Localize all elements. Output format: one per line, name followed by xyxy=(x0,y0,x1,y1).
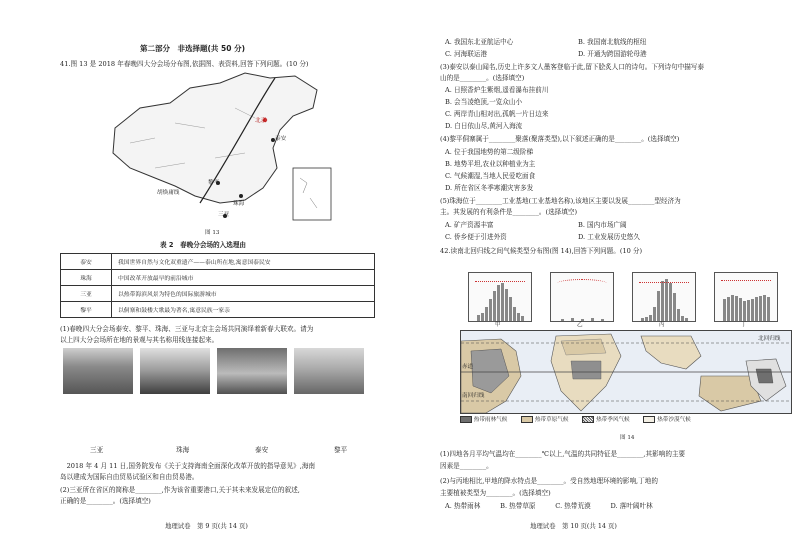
table-row xyxy=(61,270,375,286)
map-label-hu-line: 胡焕庸线 xyxy=(157,190,180,196)
place-label-sanya: 三亚 xyxy=(90,446,104,454)
legend-monsoon: 热带季风气候 xyxy=(596,417,630,423)
table2 xyxy=(60,253,375,318)
q42-2-options: A. 热带雨林 B. 热带草原 C. 热带荒漠 D. 落叶阔叶林 xyxy=(445,502,653,510)
q3-a: A. 日照香炉生紫烟,遥看瀑布挂前川 xyxy=(445,86,549,94)
map-label-zhuhai: 珠海 xyxy=(233,201,245,207)
map-label-equator: 赤道 xyxy=(462,364,474,370)
tropics-world-map xyxy=(460,330,792,414)
table-cell-place: 珠海 xyxy=(61,270,112,286)
opt-b: B. 我国南北航线的枢纽 xyxy=(578,38,647,46)
q5-b: B. 国内市场广阔 xyxy=(578,221,627,229)
place-label-liping: 黎平 xyxy=(334,446,348,454)
legend-swatch-rainforest xyxy=(460,416,472,423)
right-page xyxy=(400,0,800,554)
photo-village xyxy=(63,348,133,394)
map-label-liping: 黎平 xyxy=(208,180,220,186)
climate-chart-bing xyxy=(632,272,696,322)
chart-label-yi: 乙 xyxy=(577,322,583,328)
q5-a: A. 矿产资源丰富 xyxy=(445,221,494,229)
q3-d: D. 白日依山尽,黄河入海流 xyxy=(445,122,523,130)
q42-1-line2: 因素是________。 xyxy=(440,462,493,470)
world-map-shapes xyxy=(461,331,791,413)
q1-text-line1: (1)春晚四大分会场泰安、黎平、珠海、三亚与北京主会场共同演绎着新春大联欢。请为 xyxy=(60,325,314,333)
chart-label-bing: 丙 xyxy=(659,322,665,328)
legend-desert: 热带沙漠气候 xyxy=(657,417,691,423)
q42-2-line2: 主要植被类型为________。(选择填空) xyxy=(440,489,551,497)
p2-line2: 岛以建成为国际自由贸易试验区和自由贸易港。 xyxy=(60,473,199,481)
q3-b: B. 会当凌绝顶,一览众山小 xyxy=(445,98,523,106)
q41-intro: 41.图 13 是 2018 年春晚四大分会场分布图,依据图、表资料,回答下列问题。(10 分) xyxy=(60,60,309,68)
q42-2-line1: (2)与丙地相比,甲地的降水特点是________。受自然地理环境的影响,丁地的 xyxy=(440,477,658,485)
table-cell-place: 三亚 xyxy=(61,286,112,302)
photo-beach-palms xyxy=(294,348,364,394)
section-title: 第二部分 非选择题(共 50 分) xyxy=(140,44,246,53)
table-cell-place: 黎平 xyxy=(61,302,112,318)
fig14-caption: 图 14 xyxy=(620,435,635,441)
q4-b: B. 地势平坦,农业以种植业为主 xyxy=(445,160,536,168)
place-label-zhuhai: 珠海 xyxy=(176,446,190,454)
q4-c: C. 气候潮湿,当地人民爱吃面食 xyxy=(445,172,536,180)
opt-a: A. 我国东北亚航运中心 xyxy=(445,38,514,46)
q42-intro: 42.读南北回归线之间气候类型分布图(图 14),回答下列问题。(10 分) xyxy=(440,247,643,255)
q5-line1: (5)珠海位于________工业基地(工业基地名称),该地区主要以发展________型经济为 xyxy=(440,197,681,205)
q2-line1: (2)三亚所在省区的简称是________,作为该省重要港口,关于其未来发展定位的叙述, xyxy=(60,486,300,494)
map-label-beijing: 北京 xyxy=(255,118,267,124)
chart-label-ding: 丁 xyxy=(741,322,747,328)
q5-d: D. 工业发展历史悠久 xyxy=(578,233,640,241)
q3-line2: 山的是________。(选择填空) xyxy=(440,74,525,82)
legend-swatch-savanna xyxy=(521,416,533,423)
legend-swatch-monsoon xyxy=(582,416,594,423)
table-cell-reason: 以热带海滨风景为特色的国际旅游城市 xyxy=(112,286,375,302)
table2-caption: 表 2 春晚分会场的入选理由 xyxy=(160,241,247,249)
q1-text-line2: 以上四大分会场所在地的景观与其名称用线连接起来。 xyxy=(60,336,219,344)
china-map xyxy=(95,68,345,226)
q4-d: D. 所在省区冬季寒潮灾害多发 xyxy=(445,184,534,192)
climate-chart-ding xyxy=(714,272,778,322)
table-row xyxy=(61,302,375,318)
place-label-taian: 泰安 xyxy=(255,446,269,454)
map-label-sanya: 三亚 xyxy=(218,212,230,218)
map-label-taian: 泰安 xyxy=(275,136,287,142)
photo-mountain-gate xyxy=(140,348,210,394)
q4-a: A. 位于我国地势的第二级阶梯 xyxy=(445,148,534,156)
q3-c: C. 两岸青山相对出,孤帆一片日边来 xyxy=(445,110,549,118)
legend-savanna: 热带草原气候 xyxy=(534,417,569,423)
q4-line1: (4)黎平侗寨属于________聚落(聚落类型),以下叙述正确的是________。(选择填空) xyxy=(440,135,680,143)
climate-chart-yi xyxy=(550,272,614,322)
legend-rainforest: 热带雨林气候 xyxy=(473,417,508,423)
q3-line1: (3)泰安以泰山闻名,历史上许多文人墨客登临于此,留下脍炙人口的诗句。下列诗句中描写泰 xyxy=(440,63,705,71)
table-row xyxy=(61,286,375,302)
legend xyxy=(460,416,691,424)
photo-city-skyline xyxy=(217,348,287,394)
p2-line1: 2018 年 4 月 11 日,国务院发布《关于支持海南全面深化改革开放的指导意见》,海南 xyxy=(60,462,316,470)
table-cell-reason: 中国改革开放最早的前沿城市 xyxy=(112,270,375,286)
legend-swatch-desert xyxy=(643,416,655,423)
q42-1-line1: (1)四地各月平均气温均在________℃以上,气温的共同特征是________,其影响的主要 xyxy=(440,450,686,458)
q5-line2: 主。其发展的有利条件是________。(选择填空) xyxy=(440,208,578,216)
table-cell-reason: 我国世界自然与文化双重遗产——泰山所在地,寓意国泰民安 xyxy=(112,254,375,270)
fig13-caption: 图 13 xyxy=(205,230,220,236)
table-cell-place: 泰安 xyxy=(61,254,112,270)
q2-line2: 正确的是________。(选择填空) xyxy=(60,497,151,505)
map-label-tropic-s: 南回归线 xyxy=(462,393,485,399)
table-row xyxy=(61,254,375,270)
footer-right: 地理试卷 第 10 页(共 14 页) xyxy=(530,522,617,530)
chart-label-jia: 甲 xyxy=(495,322,501,328)
map-label-tropic-n: 北回归线 xyxy=(758,336,781,342)
table-cell-reason: 以侗寨和鼓楼大歌最为著名,寓意民族一家亲 xyxy=(112,302,375,318)
climate-chart-jia xyxy=(468,272,532,322)
opt-d: D. 开通为跨国游轮母港 xyxy=(578,50,647,58)
footer-left: 地理试卷 第 9 页(共 14 页) xyxy=(165,522,248,530)
opt-c: C. 河海联运港 xyxy=(445,50,487,58)
q5-c: C. 侨乡便于引进外资 xyxy=(445,233,507,241)
